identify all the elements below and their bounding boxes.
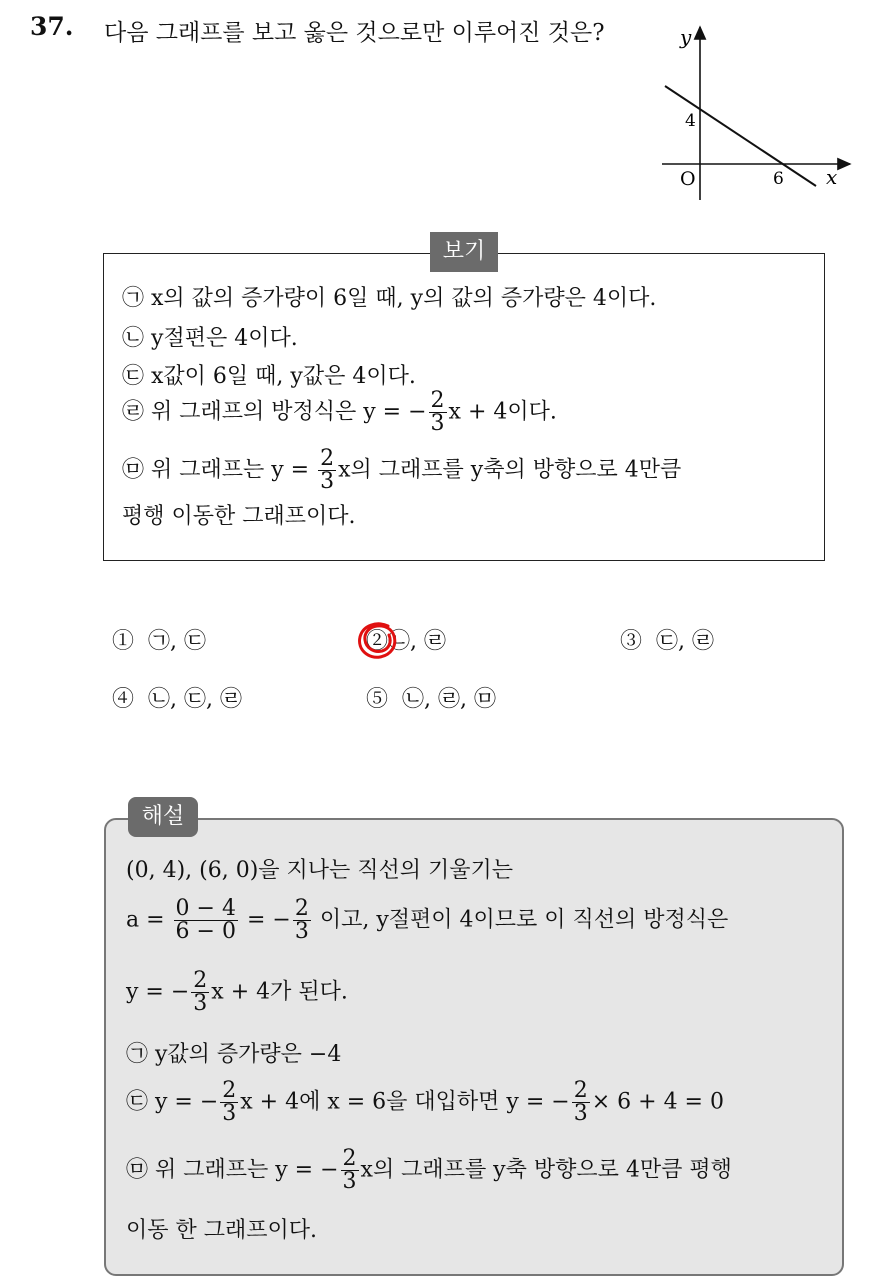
- question-text: 다음 그래프를 보고 옳은 것으로만 이루어진 것은?: [104, 20, 605, 46]
- solution-tag: 해설: [128, 797, 198, 837]
- fraction: $\frac{2}{3}$: [320, 446, 335, 494]
- fraction: $\frac{2}{3}$: [342, 1146, 357, 1194]
- choice-3[interactable]: ③ ㉢, ㉣: [620, 629, 715, 654]
- choice-5[interactable]: ⑤ ㉡, ㉣, ㉤: [366, 687, 496, 712]
- line-graph: [660, 22, 860, 207]
- choice-2[interactable]: ②㉡, ㉣: [366, 629, 447, 654]
- solution-line-1: (0, 4), (6, 0)을 지나는 직선의 기울기는: [126, 858, 514, 883]
- bogi-item-3: ㉢ x값이 6일 때, y값은 4이다.: [122, 364, 416, 389]
- y-axis-label: y: [680, 25, 692, 49]
- bogi-item-2: ㉡ y절편은 4이다.: [122, 326, 298, 351]
- solution-line-3: y = − $\frac{2}{3}$ x + 4가 된다.: [126, 968, 348, 1016]
- fraction: $\frac{0 - 4}{6 - 0}$: [175, 896, 236, 944]
- solution-line-6: ㉤ 위 그래프는 y = − $\frac{2}{3}$ x의 그래프를 y축 방향으로 4만큼 평행: [126, 1146, 732, 1194]
- question-number: 37.: [30, 12, 74, 41]
- bogi-item-4: ㉣ 위 그래프의 방정식은 y = − $\frac{2}{3}$ x + 4이다.: [122, 388, 557, 436]
- solution-line-7: 이동 한 그래프이다.: [126, 1218, 317, 1243]
- x-intercept-label: 6: [773, 169, 784, 189]
- bogi-item-1: ㉠ x의 값의 증가량이 6일 때, y의 값의 증가량은 4이다.: [122, 286, 657, 311]
- fraction: $\frac{2}{3}$: [193, 968, 208, 1016]
- solution-line-4: ㉠ y값의 증가량은 −4: [126, 1042, 342, 1067]
- answer-circle-mark: [355, 620, 401, 662]
- bogi-item-5-line2: 평행 이동한 그래프이다.: [122, 504, 356, 529]
- y-intercept-label: 4: [685, 111, 696, 131]
- fraction: $\frac{2}{3}$: [222, 1078, 237, 1126]
- fraction: $\frac{2}{3}$: [294, 896, 309, 944]
- solution-line-5: ㉢ y = − $\frac{2}{3}$ x + 4에 x = 6을 대입하면 y = − $\frac{2}{3}$ × 6 + 4 = 0: [126, 1078, 724, 1126]
- fraction: $\frac{2}{3}$: [430, 388, 445, 436]
- origin-label: O: [680, 168, 696, 190]
- fraction: $\frac{2}{3}$: [573, 1078, 588, 1126]
- choice-4[interactable]: ④ ㉡, ㉢, ㉣: [112, 687, 242, 712]
- x-axis-label: x: [826, 165, 838, 189]
- solution-line-2: a = $\frac{0 - 4}{6 - 0}$ = − $\frac{2}{3}$ 이고, y절편이 4이므로 이 직선의 방정식은: [126, 896, 729, 944]
- bogi-tag: 보기: [430, 232, 498, 272]
- choice-1[interactable]: ① ㉠, ㉢: [112, 629, 207, 654]
- bogi-item-5: ㉤ 위 그래프는 y = $\frac{2}{3}$ x의 그래프를 y축의 방향으로 4만큼: [122, 446, 682, 494]
